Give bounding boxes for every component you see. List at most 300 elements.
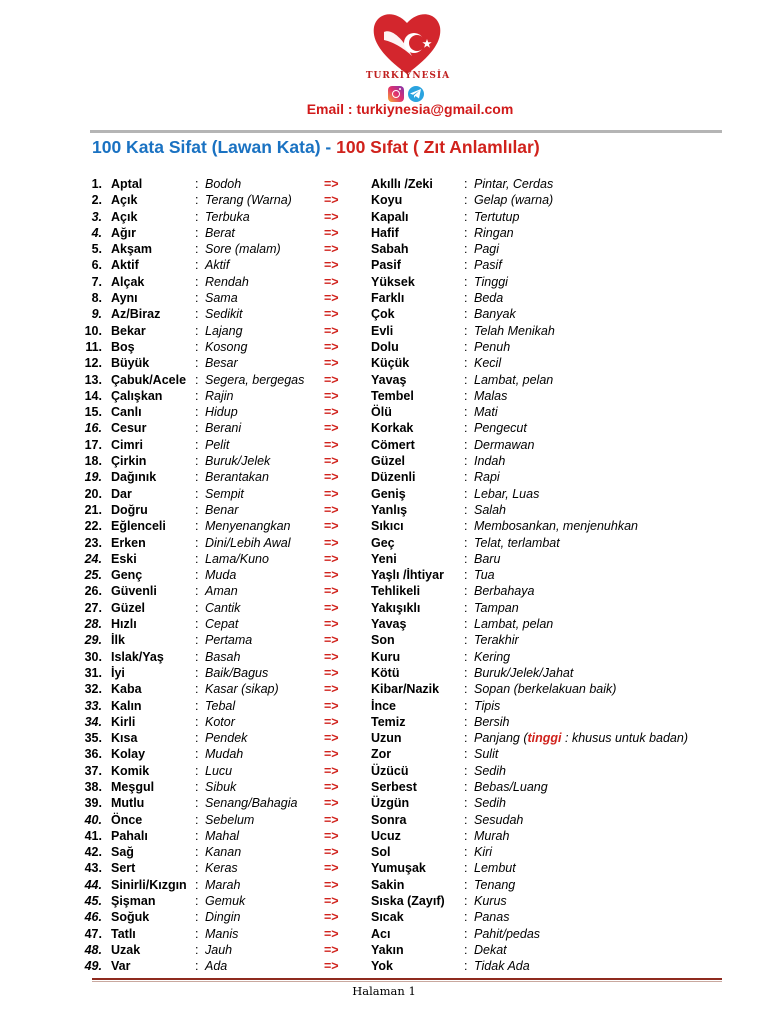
turkish-word: Doğru (111, 502, 148, 517)
turkish-antonym: Cömert (371, 437, 415, 452)
arrow-icon: => (324, 942, 339, 957)
colon: : (464, 421, 468, 436)
item-number: 37. (84, 763, 102, 778)
arrow-icon: => (324, 486, 339, 501)
colon: : (195, 307, 199, 322)
antonym-meaning: Tua (474, 568, 495, 583)
arrow-icon: => (324, 502, 339, 517)
turkish-word: Dar (111, 486, 132, 501)
list-item (0, 600, 768, 616)
arrow-icon: => (324, 193, 339, 208)
telegram-icon[interactable] (408, 86, 424, 102)
colon: : (195, 405, 199, 420)
colon: : (195, 470, 199, 485)
item-number: 23. (84, 535, 102, 550)
colon: : (464, 714, 468, 729)
item-number: 3. (91, 209, 102, 224)
turkish-word: Bekar (111, 323, 146, 338)
list-item (0, 893, 768, 909)
page-number: Halaman 1 (352, 984, 416, 998)
colon: : (464, 649, 468, 664)
colon: : (464, 291, 468, 306)
indonesian-meaning: Ada (205, 959, 228, 974)
colon: : (195, 291, 199, 306)
list-item (0, 812, 768, 828)
turkish-word: Açık (111, 193, 138, 208)
colon: : (464, 600, 468, 615)
title-indonesian: 100 Kata Sifat (Lawan Kata) (92, 137, 321, 157)
turkish-antonym: Geniş (371, 486, 406, 501)
antonym-meaning: Pengecut (474, 421, 527, 436)
antonym-meaning: Bebas/Luang (474, 779, 548, 794)
list-item (0, 730, 768, 746)
item-number: 21. (84, 502, 102, 517)
colon: : (195, 861, 199, 876)
item-number: 18. (84, 454, 102, 469)
arrow-icon: => (324, 388, 339, 403)
list-item (0, 420, 768, 436)
arrow-icon: => (324, 877, 339, 892)
turkish-word: Eğlenceli (111, 519, 166, 534)
turkish-antonym: Yavaş (371, 617, 407, 632)
arrow-icon: => (324, 959, 339, 974)
antonym-meaning: Indah (474, 454, 506, 469)
antonym-meaning: Kiri (474, 845, 493, 860)
indonesian-meaning: Manis (205, 926, 239, 941)
indonesian-meaning: Berantakan (205, 470, 269, 485)
colon: : (464, 617, 468, 632)
antonym-meaning: Bersih (474, 714, 510, 729)
colon: : (195, 372, 199, 387)
turkish-word: Kirli (111, 714, 136, 729)
turkish-antonym: Farklı (371, 291, 405, 306)
antonym-meaning: Lambat, pelan (474, 617, 554, 632)
arrow-icon: => (324, 535, 339, 550)
arrow-icon: => (324, 698, 339, 713)
arrow-icon: => (324, 665, 339, 680)
indonesian-meaning: Sedikit (205, 307, 243, 322)
item-number: 2. (91, 193, 102, 208)
indonesian-meaning: Terang (Warna) (205, 193, 292, 208)
item-number: 32. (84, 682, 102, 697)
colon: : (195, 193, 199, 208)
antonym-meaning: Sedih (474, 763, 506, 778)
item-number: 42. (84, 845, 102, 860)
antonym-meaning: Terakhir (474, 633, 519, 648)
bottom-divider (92, 978, 722, 980)
turkish-word: Az/Biraz (111, 307, 161, 322)
arrow-icon: => (324, 372, 339, 387)
colon: : (464, 747, 468, 762)
colon: : (195, 714, 199, 729)
item-number: 34. (84, 714, 102, 729)
turkish-word: Islak/Yaş (111, 649, 164, 664)
turkish-word: İlk (111, 633, 125, 648)
antonym-meaning: Lambat, pelan (474, 372, 554, 387)
colon: : (464, 812, 468, 827)
turkish-word: Güvenli (111, 584, 157, 599)
turkish-antonym: Sonra (371, 812, 407, 827)
turkish-word: Erken (111, 535, 146, 550)
indonesian-meaning: Aman (205, 584, 238, 599)
arrow-icon: => (324, 861, 339, 876)
indonesian-meaning: Kanan (205, 845, 242, 860)
turkish-word: Genç (111, 568, 143, 583)
indonesian-meaning: Cepat (205, 617, 239, 632)
turkish-antonym: Kuru (371, 649, 401, 664)
title-turkish: 100 Sıfat ( Zıt Anlamlılar) (336, 137, 540, 157)
colon: : (195, 502, 199, 517)
item-number: 9. (91, 307, 102, 322)
list-item (0, 746, 768, 762)
colon: : (195, 731, 199, 746)
arrow-icon: => (324, 828, 339, 843)
item-number: 39. (84, 796, 102, 811)
colon: : (195, 323, 199, 338)
colon: : (195, 421, 199, 436)
antonym-meaning: Pahit/pedas (474, 926, 541, 941)
colon: : (464, 242, 468, 257)
turkish-antonym: Geç (371, 535, 395, 550)
indonesian-meaning: Terbuka (205, 209, 250, 224)
indonesian-meaning: Bodoh (205, 177, 242, 191)
turkish-word: Çalışkan (111, 388, 163, 403)
list-item (0, 681, 768, 697)
colon: : (464, 519, 468, 534)
antonym-meaning: Dermawan (474, 437, 535, 452)
indonesian-meaning: Kosong (205, 339, 248, 354)
indonesian-meaning: Lucu (205, 763, 233, 778)
turkish-antonym: Tehlikeli (371, 584, 421, 599)
item-number: 16. (84, 421, 102, 436)
item-number: 48. (84, 942, 102, 957)
colon: : (464, 177, 468, 191)
colon: : (464, 502, 468, 517)
item-number: 31. (84, 665, 102, 680)
colon: : (195, 242, 199, 257)
arrow-icon: => (324, 926, 339, 941)
colon: : (195, 551, 199, 566)
antonym-meaning: Murah (474, 828, 510, 843)
antonym-meaning: Sopan (berkelakuan baik) (474, 682, 617, 697)
turkish-antonym: Yok (371, 959, 393, 974)
antonym-meaning: Tampan (474, 600, 519, 615)
indonesian-meaning: Muda (205, 568, 237, 583)
colon: : (195, 600, 199, 615)
arrow-icon: => (324, 258, 339, 273)
antonym-meaning: Malas (474, 388, 508, 403)
indonesian-meaning: Basah (205, 649, 241, 664)
turkish-antonym: Temiz (371, 714, 406, 729)
turkish-antonym: Güzel (371, 454, 406, 469)
list-item (0, 877, 768, 893)
colon: : (464, 796, 468, 811)
turkish-antonym: Korkak (371, 421, 414, 436)
list-item (0, 241, 768, 257)
list-item (0, 209, 768, 225)
colon: : (464, 698, 468, 713)
turkish-antonym: Düzenli (371, 470, 416, 485)
indonesian-meaning: Mahal (205, 828, 240, 843)
arrow-icon: => (324, 845, 339, 860)
turkish-word: Çabuk/Acele (111, 372, 187, 387)
arrow-icon: => (324, 584, 339, 599)
instagram-icon[interactable] (388, 86, 404, 102)
colon: : (195, 877, 199, 892)
turkish-antonym: Yakışıklı (371, 600, 421, 615)
colon: : (464, 258, 468, 273)
turkish-word: Mutlu (111, 796, 145, 811)
colon: : (195, 779, 199, 794)
indonesian-meaning: Aktif (205, 258, 230, 273)
list-item (0, 355, 768, 371)
turkish-antonym: Kibar/Nazik (371, 682, 440, 697)
item-number: 14. (84, 388, 102, 403)
antonym-meaning (474, 730, 688, 746)
item-number: 19. (84, 470, 102, 485)
colon: : (195, 812, 199, 827)
list-item (0, 828, 768, 844)
item-number: 22. (84, 519, 102, 534)
meaning-part: Panjang ( (474, 731, 528, 746)
turkish-word: İyi (111, 665, 125, 680)
antonym-meaning: Tinggi (474, 274, 508, 289)
turkish-word: Aktif (111, 258, 139, 273)
indonesian-meaning: Kasar (sikap) (205, 682, 279, 697)
turkish-antonym: Sakin (371, 877, 405, 892)
turkish-antonym: Dolu (371, 339, 399, 354)
indonesian-meaning: Baik/Bagus (205, 665, 269, 680)
list-item (0, 404, 768, 420)
item-number: 7. (91, 274, 102, 289)
list-item (0, 290, 768, 306)
item-number: 6. (91, 258, 102, 273)
turkish-word: Soğuk (111, 910, 150, 925)
arrow-icon: => (324, 209, 339, 224)
indonesian-meaning: Sempit (205, 486, 244, 501)
item-number: 5. (91, 242, 102, 257)
colon: : (195, 454, 199, 469)
indonesian-meaning: Lajang (205, 323, 243, 338)
turkish-antonym: Sabah (371, 242, 409, 257)
item-number: 24. (84, 551, 102, 566)
item-number: 17. (84, 437, 102, 452)
colon: : (464, 763, 468, 778)
turkish-antonym: Pasif (371, 258, 401, 273)
arrow-icon: => (324, 910, 339, 925)
arrow-icon: => (324, 763, 339, 778)
indonesian-meaning: Tebal (205, 698, 236, 713)
indonesian-meaning: Pendek (205, 731, 248, 746)
list-item (0, 583, 768, 599)
antonym-meaning: Berbahaya (474, 584, 535, 599)
colon: : (195, 535, 199, 550)
turkish-antonym: Sıska (Zayıf) (371, 894, 445, 909)
indonesian-meaning: Marah (205, 877, 241, 892)
colon: : (195, 209, 199, 224)
turkish-word: Aynı (111, 291, 138, 306)
colon: : (464, 274, 468, 289)
arrow-icon: => (324, 747, 339, 762)
colon: : (195, 274, 199, 289)
arrow-icon: => (324, 551, 339, 566)
antonym-meaning: Sedih (474, 796, 506, 811)
list-item (0, 323, 768, 339)
indonesian-meaning: Pelit (205, 437, 230, 452)
list-item (0, 372, 768, 388)
turkish-antonym: Koyu (371, 193, 403, 208)
list-item (0, 616, 768, 632)
antonym-meaning: Tertutup (474, 209, 520, 224)
antonym-meaning: Gelap (warna) (474, 193, 554, 208)
indonesian-meaning: Rendah (205, 274, 249, 289)
colon: : (195, 339, 199, 354)
turkish-word: Dağınık (111, 470, 157, 485)
list-item (0, 469, 768, 485)
colon: : (464, 910, 468, 925)
list-item (0, 257, 768, 273)
arrow-icon: => (324, 796, 339, 811)
item-number: 12. (84, 356, 102, 371)
antonym-meaning: Mati (474, 405, 498, 420)
turkish-word: Cesur (111, 421, 147, 436)
turkish-word: Meşgul (111, 779, 155, 794)
highlighted-word: tinggi (527, 731, 562, 746)
antonym-meaning: Membosankan, menjenuhkan (474, 519, 638, 534)
colon: : (464, 372, 468, 387)
indonesian-meaning: Jauh (205, 942, 233, 957)
list-item (0, 942, 768, 958)
list-item (0, 632, 768, 648)
turkish-antonym: Uzun (371, 731, 402, 746)
turkish-word: Sağ (111, 845, 134, 860)
colon: : (464, 568, 468, 583)
item-number: 46. (84, 910, 102, 925)
turkish-word: Kaba (111, 682, 142, 697)
turkish-word: Önce (111, 812, 143, 827)
indonesian-meaning: Dini/Lebih Awal (205, 535, 291, 550)
colon: : (464, 193, 468, 208)
turkish-antonym: Yeni (371, 551, 397, 566)
indonesian-meaning: Rajin (205, 388, 234, 403)
antonym-meaning: Kering (474, 649, 511, 664)
colon: : (195, 910, 199, 925)
bottom-divider-thin (92, 981, 722, 982)
email-address[interactable]: Email : turkiynesia@gmail.com (306, 101, 514, 117)
indonesian-meaning: Menyenangkan (205, 519, 291, 534)
colon: : (464, 894, 468, 909)
arrow-icon: => (324, 812, 339, 827)
turkish-antonym: Akıllı /Zeki (371, 177, 433, 191)
arrow-icon: => (324, 617, 339, 632)
antonym-meaning: Panas (474, 910, 510, 925)
list-item (0, 551, 768, 567)
list-item (0, 926, 768, 942)
colon: : (195, 225, 199, 240)
antonym-meaning: Rapi (474, 470, 500, 485)
item-number: 47. (84, 926, 102, 941)
arrow-icon: => (324, 894, 339, 909)
colon: : (464, 845, 468, 860)
turkish-word: Hızlı (111, 617, 137, 632)
colon: : (464, 405, 468, 420)
colon: : (464, 535, 468, 550)
arrow-icon: => (324, 779, 339, 794)
arrow-icon: => (324, 633, 339, 648)
list-item (0, 909, 768, 925)
list-item (0, 502, 768, 518)
antonym-meaning: Telah Menikah (474, 323, 555, 338)
turkish-word: Güzel (111, 600, 146, 615)
colon: : (464, 665, 468, 680)
item-number: 36. (84, 747, 102, 762)
colon: : (464, 454, 468, 469)
turkish-antonym: Yaşlı /İhtiyar (371, 568, 444, 583)
antonym-meaning: Banyak (474, 307, 516, 322)
colon: : (195, 682, 199, 697)
item-number: 25. (84, 568, 102, 583)
turkish-antonym: Son (371, 633, 395, 648)
turkish-antonym: Yanlış (371, 502, 408, 517)
arrow-icon: => (324, 405, 339, 420)
word-list (0, 176, 768, 975)
antonym-meaning: Sesudah (474, 812, 524, 827)
item-number: 8. (91, 291, 102, 306)
turkish-antonym: Yüksek (371, 274, 415, 289)
turkish-word: Eski (111, 551, 137, 566)
turkish-antonym: Sıcak (371, 910, 404, 925)
colon: : (464, 731, 468, 746)
arrow-icon: => (324, 307, 339, 322)
brand-name: TURKİYNESİA (365, 71, 451, 81)
list-item (0, 844, 768, 860)
arrow-icon: => (324, 470, 339, 485)
indonesian-meaning: Besar (205, 356, 238, 371)
turkish-word: Canlı (111, 405, 142, 420)
antonym-meaning: Kecil (474, 356, 502, 371)
item-number: 44. (84, 877, 102, 892)
antonym-meaning: Kurus (474, 894, 507, 909)
list-item (0, 649, 768, 665)
turkish-antonym: Küçük (371, 356, 410, 371)
arrow-icon: => (324, 731, 339, 746)
list-item (0, 437, 768, 453)
list-item (0, 486, 768, 502)
item-number: 29. (84, 633, 102, 648)
antonym-meaning: Ringan (474, 225, 514, 240)
list-item (0, 518, 768, 534)
indonesian-meaning: Segera, bergegas (205, 372, 305, 387)
turkish-word: Akşam (111, 242, 152, 257)
antonym-meaning: Pagi (474, 242, 500, 257)
antonym-meaning: Buruk/Jelek/Jahat (474, 665, 574, 680)
colon: : (464, 388, 468, 403)
arrow-icon: => (324, 600, 339, 615)
colon: : (195, 926, 199, 941)
colon: : (464, 356, 468, 371)
arrow-icon: => (324, 274, 339, 289)
indonesian-meaning: Senang/Bahagia (205, 796, 298, 811)
indonesian-meaning: Cantik (205, 600, 241, 615)
turkish-antonym: Ölü (371, 405, 392, 420)
list-item (0, 535, 768, 551)
list-item (0, 763, 768, 779)
indonesian-meaning: Kotor (205, 714, 235, 729)
list-item (0, 339, 768, 355)
antonym-meaning: Beda (474, 291, 504, 306)
indonesian-meaning: Sibuk (205, 779, 237, 794)
colon: : (195, 747, 199, 762)
